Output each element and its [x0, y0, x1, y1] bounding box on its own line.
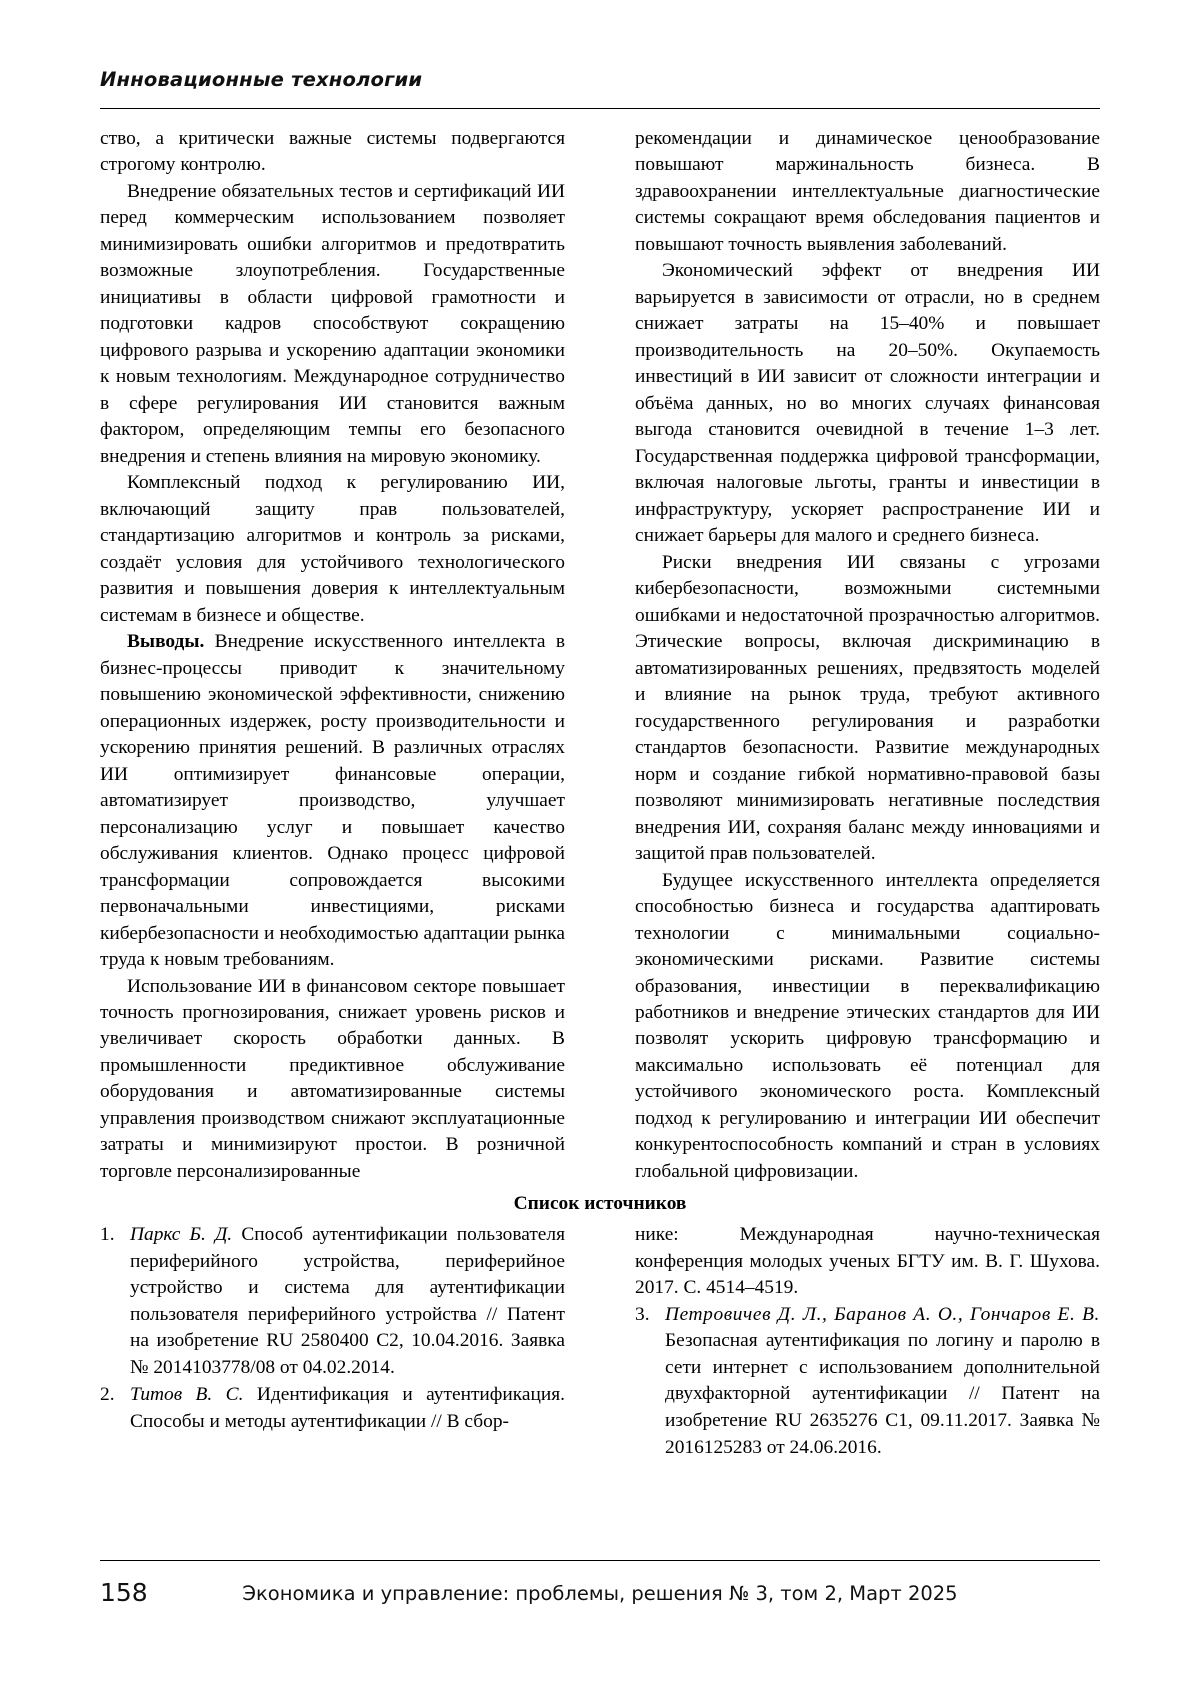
journal-info: Экономика и управление: проблемы, решения № 3, том 2, Март 2025 — [242, 1582, 958, 1605]
paragraph: Комплексный подход к регулированию ИИ, включающий защиту прав пользователей, стандартизацию алгоритмов и контроль за рисками, создаёт условия для устойчивого технологического развития и повышения доверия к интеллектуальным системам в бизнесе и обществе. — [100, 472, 565, 626]
references-list — [100, 1222, 1100, 1542]
reference-continuation: нике: Международная научно-техническая конференция молодых ученых БГТУ им. В. Г. Шухова. 2017. С. 4514–4519. — [635, 1224, 1100, 1299]
left-column — [100, 126, 565, 1185]
reference-item — [100, 1222, 565, 1381]
header-divider — [100, 108, 1100, 109]
reference-text: Безопасная аутентификация по логину и паролю в сети интернет с использованием дополнительной двухфакторной аутентификации // Патент на изобретение RU 2635276 C1, 09.11.2017. Заявка № 2016125283 от 24.06.2016. — [665, 1330, 1100, 1458]
conclusion-paragraph — [100, 629, 565, 973]
header-section-title: Инновационные технологии — [100, 68, 423, 91]
right-column — [635, 126, 1100, 1185]
paragraph: Экономический эффект от внедрения ИИ варьируется в зависимости от отрасли, но в среднем снижает затраты на 15–40% и повышает производительность на 20–50%. Окупаемость инвестиций в ИИ зависит от сложности интеграции и объёма данных, но во многих случаях финансовая выгода становится очевидной в течение 1–3 лет. Государственная поддержка цифровой трансформации, включая налоговые льготы, гранты и инвестиции в инфраструктуру, ускоряет распространение ИИ и снижает барьеры для малого и среднего бизнеса. — [635, 260, 1100, 547]
reference-item — [100, 1382, 565, 1435]
references-title: Список источников — [513, 1193, 687, 1214]
reference-text: Идентификация и аутентификация. Способы и методы аутентификации // В сбор- — [130, 1384, 565, 1433]
conclusion-text: Внедрение искусственного интеллекта в бизнес-процессы приводит к значительному повышению экономической эффективности, снижению операционных издержек, росту производительности и ускорению принятия решений. В различных отраслях ИИ оптимизирует финансовые операции, автоматизирует производство, улучшает персонализацию услуг и повышает качество обслуживания клиентов. Однако процесс цифровой трансформации сопровождается высокими первоначальными инвестициями, рисками кибербезопасности и необходимостью адаптации рынка труда к новым требованиям. — [100, 631, 565, 971]
paragraph: рекомендации и динамическое ценообразование повышают маржинальность бизнеса. В здравоохранении интеллектуальные диагностические системы сокращают время обследования пациентов и повышают точность выявления заболеваний. — [635, 128, 1100, 255]
paragraph: Риски внедрения ИИ связаны с угрозами кибербезопасности, возможными системными ошибками и недостаточной прозрачностью алгоритмов. Этические вопросы, включая дискриминацию в автоматизированных решениях, предвзятость моделей и влияние на рынок труда, требуют активного государственного регулирования и разработки стандартов безопасности. Развитие международных норм и создание гибкой нормативно-правовой базы позволяют минимизировать негативные последствия внедрения ИИ, сохраняя баланс между инновациями и защитой прав пользователей. — [635, 551, 1100, 865]
paragraph: Использование ИИ в финансовом секторе повышает точность прогнозирования, снижает уровень рисков и увеличивает скорость обработки данных. В промышленности предиктивное обслуживание оборудования и автоматизированные системы управления производством снижают эксплуатационные затраты и минимизируют простои. В розничной торговле персонализированные — [100, 975, 565, 1182]
reference-authors: Титов В. С. — [130, 1384, 244, 1406]
reference-number: 1. — [100, 1224, 115, 1245]
paragraph: ство, а критически важные системы подвергаются строгому контролю. — [100, 128, 565, 176]
reference-number: 2. — [100, 1384, 115, 1406]
page-number: 158 — [100, 1578, 148, 1607]
footer-divider — [100, 1560, 1100, 1561]
references-right-column — [635, 1222, 1100, 1462]
page-footer — [100, 1578, 1100, 1618]
reference-authors: Паркс Б. Д. — [130, 1224, 233, 1245]
conclusion-label: Выводы. — [127, 631, 205, 653]
reference-authors: Петровичев Д. Л., Баранов А. О., Гончаров Е. В. — [665, 1303, 1100, 1325]
body-columns — [100, 126, 1100, 1182]
reference-item — [635, 1302, 1100, 1461]
reference-number: 3. — [635, 1303, 650, 1325]
reference-text: Способ аутентификации пользователя периферийного устройства, периферийное устройство и система для аутентификации пользователя периферийного устройства // Патент на изобретение RU 2580400 C2, 10.04.2016. Заявка № 2014103778/08 от 04.02.2014. — [130, 1224, 566, 1378]
paragraph: Будущее искусственного интеллекта определяется способностью бизнеса и государства адаптировать технологии с минимальными социально-экономическими рисками. Развитие системы образования, инвестиции в переквалификацию работников и внедрение этических стандартов для ИИ позволят ускорить цифровую трансформацию и максимально использовать её потенциал для устойчивого экономического роста. Комплексный подход к регулированию и интеграции ИИ обеспечит конкурентоспособность компаний и стран в условиях глобальной цифровизации. — [635, 869, 1100, 1182]
page-header — [100, 68, 1100, 91]
references-left-column — [100, 1222, 565, 1437]
paragraph: Внедрение обязательных тестов и сертификаций ИИ перед коммерческим использованием позволяет минимизировать ошибки алгоритмов и предотвратить возможные злоупотребления. Государственные инициативы в области цифровой грамотности и подготовки кадров способствуют сокращению цифрового разрыва и ускорению адаптации экономики к новым технологиям. Международное сотрудничество в сфере регулирования ИИ становится важным фактором, определяющим темпы его безопасного внедрения и степень влияния на мировую экономику. — [100, 180, 565, 467]
